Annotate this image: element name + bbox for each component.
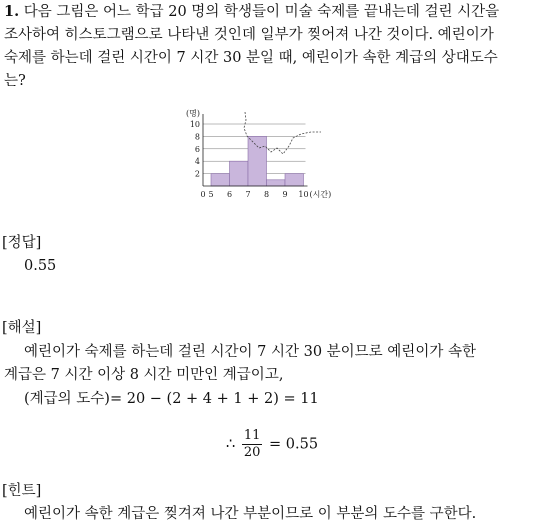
explanation-line-1: 예린이가 숙제를 하는데 걸린 시간이 7 시간 30 분이므로 예린이가 속한 <box>24 344 476 360</box>
x-tick-label: 6 <box>226 190 233 199</box>
histogram-bar <box>248 136 267 186</box>
x-axis-label: (시간) <box>309 190 332 199</box>
y-axis-label: (명) <box>186 109 200 118</box>
problem-line-1-text: 다음 그림은 어느 학급 20 명의 학생들이 미술 숙제를 끝내는데 걸린 시간을 <box>23 4 500 20</box>
fraction-numerator: 11 <box>243 428 261 443</box>
explanation-line-2: 계급은 7 시간 이상 8 시간 미만인 계급이고, <box>4 367 284 383</box>
y-tick-label: 2 <box>194 169 200 179</box>
explanation-line-3: (계급의 도수)= 20 − (2 + 4 + 1 + 2) = 11 <box>24 391 319 407</box>
problem-line-1 <box>4 2 499 22</box>
x-tick-label: 0 <box>200 190 206 199</box>
explanation-label: [해설] <box>2 320 42 336</box>
hint-label: [힌트] <box>2 483 42 499</box>
fraction-denominator: 20 <box>243 445 261 460</box>
problem-number: 1. <box>4 3 20 20</box>
x-tick-label: 8 <box>263 190 270 199</box>
hint-text: 예린이가 속한 계급은 찢겨져 나간 부분이므로 이 부분의 도수를 구한다. <box>24 506 477 522</box>
histogram-bar <box>285 174 304 186</box>
x-tick-label: 7 <box>245 190 251 199</box>
problem-line-2: 조사하여 히스토그램으로 나타낸 것인데 일부가 찢어져 나간 것이다. 예린이가 <box>4 27 494 43</box>
histogram-bar <box>230 161 249 186</box>
problem-line-3: 숙제를 하는데 걸린 시간이 7 시간 30 분일 때, 예린이가 속한 계급의 상대도수 <box>4 50 498 66</box>
histogram-chart <box>178 108 353 203</box>
histogram-bar <box>267 180 286 186</box>
therefore-symbol: ∴ <box>226 436 236 453</box>
answer-label: [정답] <box>2 235 42 251</box>
histogram-bar <box>211 174 230 186</box>
explanation-result <box>226 428 318 461</box>
fraction <box>242 428 263 461</box>
result-value: = 0.55 <box>269 436 319 453</box>
x-tick-label: 9 <box>282 190 288 199</box>
answer-value: 0.55 <box>24 258 57 274</box>
y-tick-label: 8 <box>194 132 200 142</box>
x-tick-label: 5 <box>208 190 214 199</box>
x-tick-label: 10 <box>298 190 309 199</box>
y-tick-label: 10 <box>189 120 200 129</box>
problem-line-4: 는? <box>4 73 26 89</box>
y-tick-label: 4 <box>194 157 200 167</box>
y-tick-label: 6 <box>194 144 200 154</box>
